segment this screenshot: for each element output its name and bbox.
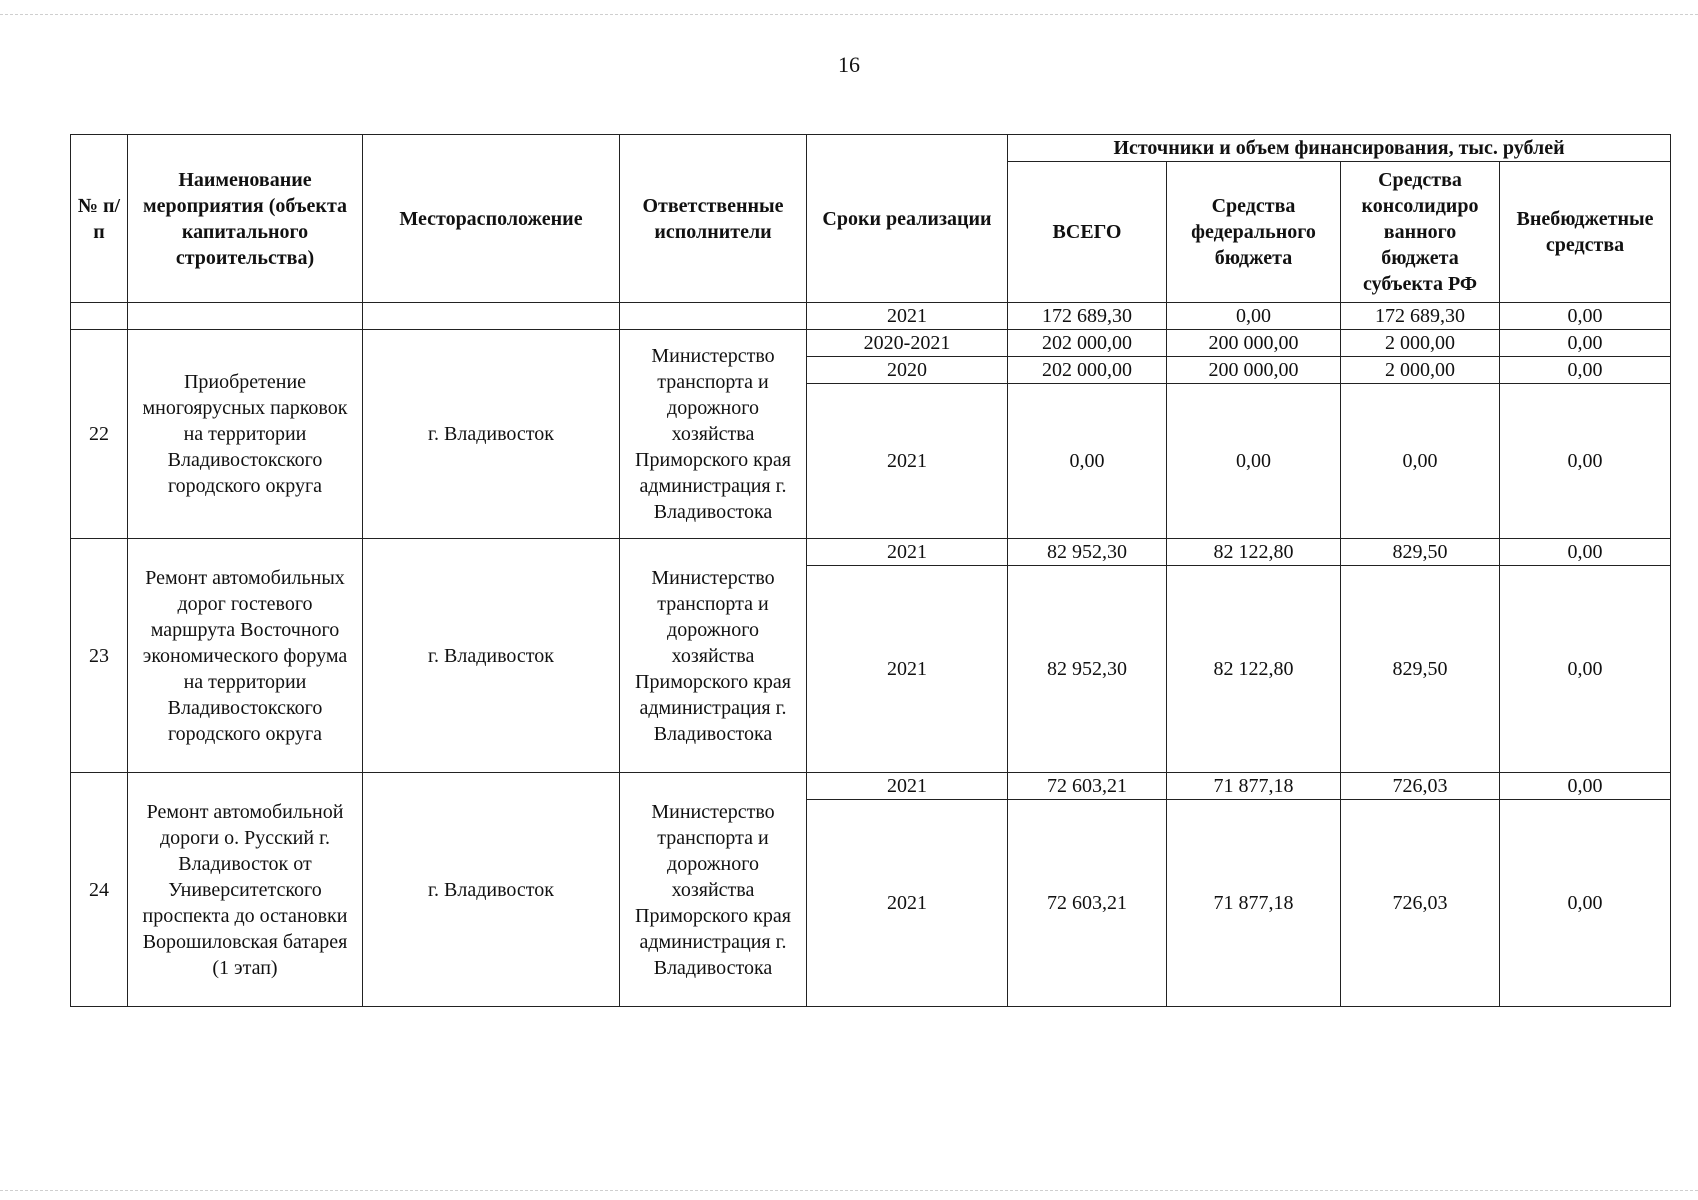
line-total: 0,00 — [1008, 384, 1167, 539]
row-location: г. Владивосток — [363, 773, 620, 1007]
line-total: 202 000,00 — [1008, 357, 1167, 384]
line-year: 2020 — [807, 357, 1008, 384]
line-extra: 0,00 — [1500, 773, 1671, 800]
header-terms: Сроки реализации — [807, 135, 1008, 303]
line-extra: 0,00 — [1500, 800, 1671, 1007]
row-name: Приобретение многоярусных парковок на территории Владивостокского городского округа — [128, 330, 363, 539]
header-consolidated: Средства консолидиро ванного бюджета субъекта РФ — [1341, 162, 1500, 303]
line-federal: 71 877,18 — [1167, 800, 1341, 1007]
header-location: Месторасположение — [363, 135, 620, 303]
line-year: 2021 — [807, 773, 1008, 800]
carry-location — [363, 303, 620, 330]
table-row — [71, 330, 1671, 357]
line-consolidated: 2 000,00 — [1341, 357, 1500, 384]
line-federal: 82 122,80 — [1167, 539, 1341, 566]
carry-num — [71, 303, 128, 330]
table-row — [71, 539, 1671, 566]
row-num: 22 — [71, 330, 128, 539]
carry-consolidated: 172 689,30 — [1341, 303, 1500, 330]
scan-edge-top — [0, 14, 1698, 17]
line-year: 2020-2021 — [807, 330, 1008, 357]
line-total: 202 000,00 — [1008, 330, 1167, 357]
row-name: Ремонт автомобильной дороги о. Русский г. Владивосток от Университетского проспекта до остановки Ворошиловская батарея (1 этап) — [128, 773, 363, 1007]
carry-extra: 0,00 — [1500, 303, 1671, 330]
header-executors: Ответственные исполнители — [620, 135, 807, 303]
line-total: 72 603,21 — [1008, 800, 1167, 1007]
line-federal: 200 000,00 — [1167, 357, 1341, 384]
line-consolidated: 829,50 — [1341, 566, 1500, 773]
header-total: ВСЕГО — [1008, 162, 1167, 303]
header-sources-group: Источники и объем финансирования, тыс. рублей — [1008, 135, 1671, 162]
line-federal: 0,00 — [1167, 384, 1341, 539]
line-consolidated: 726,03 — [1341, 800, 1500, 1007]
line-total: 82 952,30 — [1008, 539, 1167, 566]
row-executors: Министерство транспорта и дорожного хозяйства Приморского края администрация г. Владивостока — [620, 330, 807, 539]
line-total: 72 603,21 — [1008, 773, 1167, 800]
line-extra: 0,00 — [1500, 566, 1671, 773]
header-num: № п/п — [71, 135, 128, 303]
line-year: 2021 — [807, 800, 1008, 1007]
line-year: 2021 — [807, 566, 1008, 773]
header-name: Наименование мероприятия (объекта капитального строительства) — [128, 135, 363, 303]
line-year: 2021 — [807, 384, 1008, 539]
header-extrabudget: Внебюджетные средства — [1500, 162, 1671, 303]
row-executors: Министерство транспорта и дорожного хозяйства Приморского края администрация г. Владивостока — [620, 773, 807, 1007]
table-row — [71, 773, 1671, 800]
line-federal: 82 122,80 — [1167, 566, 1341, 773]
row-location: г. Владивосток — [363, 539, 620, 773]
carry-federal: 0,00 — [1167, 303, 1341, 330]
scan-edge-bottom — [0, 1190, 1698, 1193]
row-num: 23 — [71, 539, 128, 773]
row-num: 24 — [71, 773, 128, 1007]
line-consolidated: 726,03 — [1341, 773, 1500, 800]
carry-executors — [620, 303, 807, 330]
line-extra: 0,00 — [1500, 357, 1671, 384]
carry-year: 2021 — [807, 303, 1008, 330]
row-location: г. Владивосток — [363, 330, 620, 539]
row-executors: Министерство транспорта и дорожного хозяйства Приморского края администрация г. Владивостока — [620, 539, 807, 773]
line-consolidated: 829,50 — [1341, 539, 1500, 566]
line-federal: 200 000,00 — [1167, 330, 1341, 357]
line-extra: 0,00 — [1500, 330, 1671, 357]
header-federal: Средства федерального бюджета — [1167, 162, 1341, 303]
carry-name — [128, 303, 363, 330]
financing-table — [70, 134, 1671, 1007]
line-year: 2021 — [807, 539, 1008, 566]
line-total: 82 952,30 — [1008, 566, 1167, 773]
line-extra: 0,00 — [1500, 384, 1671, 539]
table-row — [71, 303, 1671, 330]
row-name: Ремонт автомобильных дорог гостевого маршрута Восточного экономического форума на территории Владивостокского городского округа — [128, 539, 363, 773]
line-federal: 71 877,18 — [1167, 773, 1341, 800]
line-consolidated: 2 000,00 — [1341, 330, 1500, 357]
line-extra: 0,00 — [1500, 539, 1671, 566]
carry-total: 172 689,30 — [1008, 303, 1167, 330]
line-consolidated: 0,00 — [1341, 384, 1500, 539]
page-number: 16 — [838, 52, 860, 77]
